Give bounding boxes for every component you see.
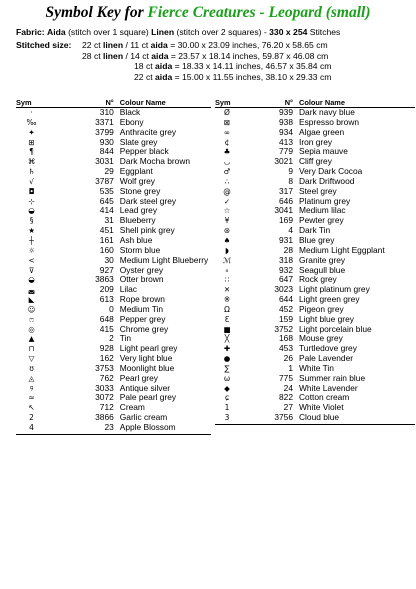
fabric-line (16, 27, 340, 37)
number-cell: 2 (109, 333, 114, 344)
colour-name-cell: Shell pink grey (119, 225, 175, 236)
number-cell: 209 (99, 284, 114, 295)
number-cell: 822 (279, 392, 293, 403)
symbol-cell: ■ (223, 324, 231, 334)
number-cell: 168 (279, 333, 293, 344)
fabric-aida-note: (stitch over 1 square) (68, 27, 149, 37)
colour-name-cell: Rock grey (299, 274, 337, 285)
number-cell: 712 (99, 402, 114, 413)
symbol-cell: ⊓ (28, 344, 35, 354)
symbol-key-table-left (16, 98, 211, 433)
colour-name-cell: Chrome grey (119, 323, 169, 334)
colour-name-cell: Wolf grey (119, 175, 155, 186)
symbol-cell: ω (223, 373, 231, 383)
number-cell: 29 (104, 166, 114, 177)
number-cell: 762 (99, 372, 114, 383)
symbol-cell: ✦ (28, 127, 35, 137)
colour-name-cell: Pearl grey (119, 372, 158, 383)
colour-name-cell: Light platinum grey (299, 284, 370, 295)
symbol-cell: ┼ (29, 235, 34, 245)
symbol-cell: Ɛ (224, 314, 230, 324)
col-header-num: N° (239, 98, 299, 108)
symbol-cell: ↖ (28, 403, 35, 413)
number-cell: 644 (279, 294, 293, 305)
colour-name-cell: Lilac (119, 284, 137, 295)
symbol-cell: Ω (224, 304, 230, 314)
symbol-cell: ⌘ (27, 157, 36, 167)
number-cell: 3041 (274, 205, 293, 216)
number-cell: 453 (279, 343, 293, 354)
colour-name-cell: Cliff grey (299, 156, 332, 167)
colour-name-cell: Dark Driftwood (299, 175, 355, 186)
number-cell: 318 (279, 254, 293, 265)
stitched-size-label: Stitched size: (16, 40, 72, 50)
number-cell: 8 (288, 175, 293, 186)
number-cell: 4 (288, 225, 293, 236)
number-cell: 613 (99, 294, 114, 305)
number-cell: 844 (99, 146, 114, 157)
symbol-cell: ¢ (224, 137, 230, 147)
number-cell: 160 (99, 244, 114, 255)
number-cell: 939 (279, 107, 293, 117)
colour-name-cell: Dark navy blue (299, 107, 355, 117)
symbol-cell: ◘ (28, 186, 35, 196)
symbol-cell: ∑ (224, 363, 230, 373)
number-cell: 310 (99, 107, 114, 117)
stitched-size-value: 22 ct aida = 15.00 x 11.55 inches, 38.10 x 29.33 cm (134, 71, 332, 82)
colour-name-cell: Pigeon grey (299, 303, 344, 314)
number-cell: 3753 (95, 362, 114, 373)
stitch-count: 330 x 254 (269, 27, 308, 37)
col-header-name: Colour Name (299, 98, 415, 108)
colour-name-cell: Dark steel grey (119, 195, 177, 206)
symbol-cell: ✕ (223, 285, 231, 295)
number-cell: 932 (279, 264, 293, 275)
symbol-cell: § (29, 216, 34, 226)
symbol-cell: 1 (224, 403, 230, 413)
symbol-cell: ∞ (223, 127, 231, 137)
symbol-cell: ⊛ (223, 226, 231, 236)
symbol-cell: < (28, 255, 35, 265)
number-cell: 28 (283, 244, 293, 255)
colour-name-cell: Oyster grey (119, 264, 164, 275)
symbol-cell: ♣ (223, 147, 231, 157)
stitched-size-value: 22 ct linen / 11 ct aida = 30.00 x 23.09 inches, 76.20 x 58.65 cm (82, 40, 328, 50)
col-header-name: Colour Name (120, 98, 211, 108)
number-cell: 27 (283, 402, 293, 413)
stitched-size-value: 18 ct aida = 18.33 x 14.11 inches, 46.57 x 35.84 cm (134, 61, 332, 72)
symbol-cell: ♂ (223, 167, 231, 177)
table-bottom-rule (16, 434, 211, 435)
number-cell: 169 (279, 215, 293, 226)
symbol-cell: ∘ (224, 265, 230, 275)
symbol-cell: ¶ (29, 147, 34, 157)
fabric-label: Fabric: (16, 27, 45, 37)
number-cell: 934 (279, 126, 293, 137)
number-cell: 3756 (274, 412, 293, 423)
number-cell: 775 (279, 372, 293, 383)
table-row (215, 413, 415, 423)
number-cell: 3072 (95, 392, 114, 403)
colour-name-cell: Apple Blossom (119, 422, 176, 432)
symbol-cell: √ (29, 176, 34, 186)
symbol-cell: ✚ (223, 344, 231, 354)
number-cell: 648 (99, 313, 114, 324)
col-header-sym: Sym (16, 98, 47, 108)
number-cell: 938 (279, 116, 293, 127)
stitched-size-value: 28 ct linen / 14 ct aida = 23.57 x 18.14 inches, 59.87 x 46.08 cm (82, 50, 329, 61)
colour-name-cell: Dark Mocha brown (119, 156, 191, 167)
colour-name-cell: Platinum grey (299, 195, 351, 206)
colour-name-cell: Garlic cream (119, 412, 168, 423)
number-cell: 0 (109, 303, 114, 314)
colour-name-cell: Antique silver (119, 382, 171, 393)
symbol-cell: ≈ (28, 393, 35, 403)
symbol-cell: ╳ (224, 334, 230, 344)
number-cell: 3752 (274, 323, 293, 334)
symbol-cell: ♠ (223, 235, 231, 245)
title-prefix: Symbol Key for (45, 4, 144, 21)
symbol-cell: ∴ (224, 176, 230, 186)
colour-name-cell: White Lavender (299, 382, 358, 393)
colour-name-cell: Turtledove grey (299, 343, 357, 354)
colour-name-cell: Otter brown (119, 274, 164, 285)
number-cell: 3371 (95, 116, 114, 127)
number-cell: 646 (279, 195, 293, 206)
colour-name-cell: Eggplant (119, 166, 153, 177)
number-cell: 451 (99, 225, 114, 236)
number-cell: 9 (288, 166, 293, 177)
symbol-cell: ℳ (222, 255, 232, 265)
symbol-cell: ∷ (224, 275, 230, 285)
pattern-name: Fierce Creatures - Leopard (small) (147, 4, 371, 21)
number-cell: 3033 (95, 382, 114, 393)
colour-name-cell: Light pearl grey (119, 343, 178, 354)
symbol-cell: · (30, 108, 33, 117)
number-cell: 1 (288, 362, 293, 373)
number-cell: 647 (279, 274, 293, 285)
symbol-cell: @ (223, 186, 231, 196)
symbol-cell: ★ (28, 226, 35, 236)
colour-name-cell: Blueberry (119, 215, 156, 226)
symbol-cell: ◒ (28, 206, 35, 216)
table-bottom-rule (215, 424, 415, 425)
symbol-cell: ☺ (27, 304, 36, 314)
symbol-cell: ♄ (28, 167, 35, 177)
number-cell: 535 (99, 185, 114, 196)
colour-name-cell: Iron grey (299, 136, 333, 147)
colour-name-cell: White Violet (299, 402, 344, 413)
colour-name-cell: Ebony (119, 116, 144, 127)
colour-name-cell: Medium Light Eggplant (299, 244, 385, 255)
fabric-separator: - (263, 27, 267, 37)
symbol-cell: ◒ (28, 275, 35, 285)
number-cell: 317 (279, 185, 293, 196)
number-cell: 30 (104, 254, 114, 265)
colour-name-cell: Granite grey (299, 254, 346, 265)
colour-name-cell: Anthracite grey (119, 126, 177, 137)
colour-name-cell: Pewter grey (299, 215, 344, 226)
fabric-aida: Aida (47, 27, 66, 37)
symbol-cell: ʊ (29, 363, 34, 373)
number-cell: 415 (99, 323, 114, 334)
colour-name-cell: Lead grey (119, 205, 158, 216)
colour-name-cell: White Tin (299, 362, 334, 373)
number-cell: 31 (104, 215, 114, 226)
number-cell: 159 (279, 313, 293, 324)
symbol-cell: 4 (29, 423, 34, 432)
colour-name-cell: Stone grey (119, 185, 161, 196)
number-cell: 928 (99, 343, 114, 354)
colour-name-cell: Medium Tin (119, 303, 164, 314)
col-header-sym: Sym (215, 98, 239, 108)
colour-name-cell: Pepper grey (119, 313, 166, 324)
symbol-cell: ɕ (224, 393, 230, 403)
number-cell: 3863 (95, 274, 114, 285)
colour-name-cell: Moonlight blue (119, 362, 175, 373)
number-cell: 3023 (274, 284, 293, 295)
number-cell: 931 (279, 234, 293, 245)
colour-name-cell: Mouse grey (299, 333, 343, 344)
colour-name-cell: Blue grey (299, 234, 335, 245)
symbol-cell: ☼ (28, 245, 35, 255)
colour-name-cell: Summer rain blue (299, 372, 366, 383)
number-cell: 161 (99, 234, 114, 245)
colour-name-cell: Pale Lavender (299, 353, 354, 364)
symbol-cell: ⊽ (28, 265, 35, 275)
colour-name-cell: Cotton cream (299, 392, 350, 403)
colour-name-cell: Light porcelain blue (299, 323, 372, 334)
colour-name-cell: Slate grey (119, 136, 158, 147)
colour-name-cell: Espresso brown (299, 116, 360, 127)
number-cell: 414 (99, 205, 114, 216)
symbol-cell: ◆ (224, 383, 230, 393)
number-cell: 3799 (95, 126, 114, 137)
symbol-cell: ෆ (29, 314, 35, 324)
table-row (16, 423, 211, 433)
number-cell: 930 (99, 136, 114, 147)
page-title (0, 4, 416, 22)
number-cell: 927 (99, 264, 114, 275)
colour-name-cell: Rope brown (119, 294, 165, 305)
stitch-count-suffix: Stitches (309, 27, 341, 37)
colour-name-cell: Steel grey (299, 185, 337, 196)
colour-name-cell: Tin (119, 333, 132, 344)
symbol-cell: ⊞ (28, 137, 35, 147)
symbol-cell: ◎ (28, 324, 35, 334)
symbol-cell: ¥ (224, 216, 230, 226)
symbol-cell: 3 (224, 413, 230, 423)
colour-name-cell: Medium Light Blueberry (119, 254, 209, 265)
number-cell: 23 (104, 422, 114, 432)
colour-name-cell: Cloud blue (299, 412, 340, 423)
colour-name-cell: Medium lilac (299, 205, 346, 216)
symbol-cell: ୨ (29, 383, 34, 393)
symbol-cell: ⊹ (28, 196, 35, 206)
colour-name-cell: Sepia mauve (299, 146, 348, 157)
number-cell: 3031 (95, 156, 114, 167)
colour-name-cell: Storm blue (119, 244, 161, 255)
number-cell: 26 (283, 353, 293, 364)
symbol-cell: ※ (223, 295, 231, 305)
fabric-linen: Linen (151, 27, 175, 37)
col-header-num: N° (47, 98, 120, 108)
number-cell: 24 (283, 382, 293, 393)
colour-name-cell: Black (119, 107, 141, 117)
symbol-cell: ▲ (28, 334, 35, 344)
number-cell: 452 (279, 303, 293, 314)
colour-name-cell: Light green grey (299, 294, 360, 305)
colour-name-cell: Ash blue (119, 234, 153, 245)
symbol-cell: ▽ (28, 354, 35, 364)
colour-name-cell: Cream (119, 402, 145, 413)
symbol-cell: ◡ (223, 157, 231, 167)
symbol-cell: Ø (224, 108, 230, 117)
symbol-cell: ◣ (28, 295, 35, 305)
symbol-cell: 2 (29, 413, 34, 423)
colour-name-cell: Dark Tin (299, 225, 331, 236)
symbol-cell: ◛ (27, 285, 36, 295)
number-cell: 779 (279, 146, 293, 157)
symbol-cell: ◬ (28, 373, 35, 383)
colour-name-cell: Very Dark Cocoa (299, 166, 363, 177)
colour-name-cell: Pepper black (119, 146, 169, 157)
colour-name-cell: Pale pearl grey (119, 392, 177, 403)
fabric-linen-note: (stitch over 2 squares) (176, 27, 262, 37)
symbol-cell: ☆ (223, 206, 231, 216)
number-cell: 162 (99, 353, 114, 364)
symbol-cell: ‰ (26, 117, 37, 127)
colour-name-cell: Very light blue (119, 353, 173, 364)
colour-name-cell: Seagull blue (299, 264, 346, 275)
colour-name-cell: Algae green (299, 126, 345, 137)
symbol-cell: ✓ (223, 196, 231, 206)
symbol-cell: ⊠ (223, 117, 231, 127)
number-cell: 3021 (274, 156, 293, 167)
number-cell: 3787 (95, 175, 114, 186)
colour-name-cell: Light blue grey (299, 313, 354, 324)
number-cell: 413 (279, 136, 293, 147)
symbol-key-table-right (215, 98, 415, 423)
symbol-cell: ◗ (225, 245, 229, 255)
symbol-cell: ● (223, 354, 231, 364)
number-cell: 645 (99, 195, 114, 206)
number-cell: 3866 (95, 412, 114, 423)
